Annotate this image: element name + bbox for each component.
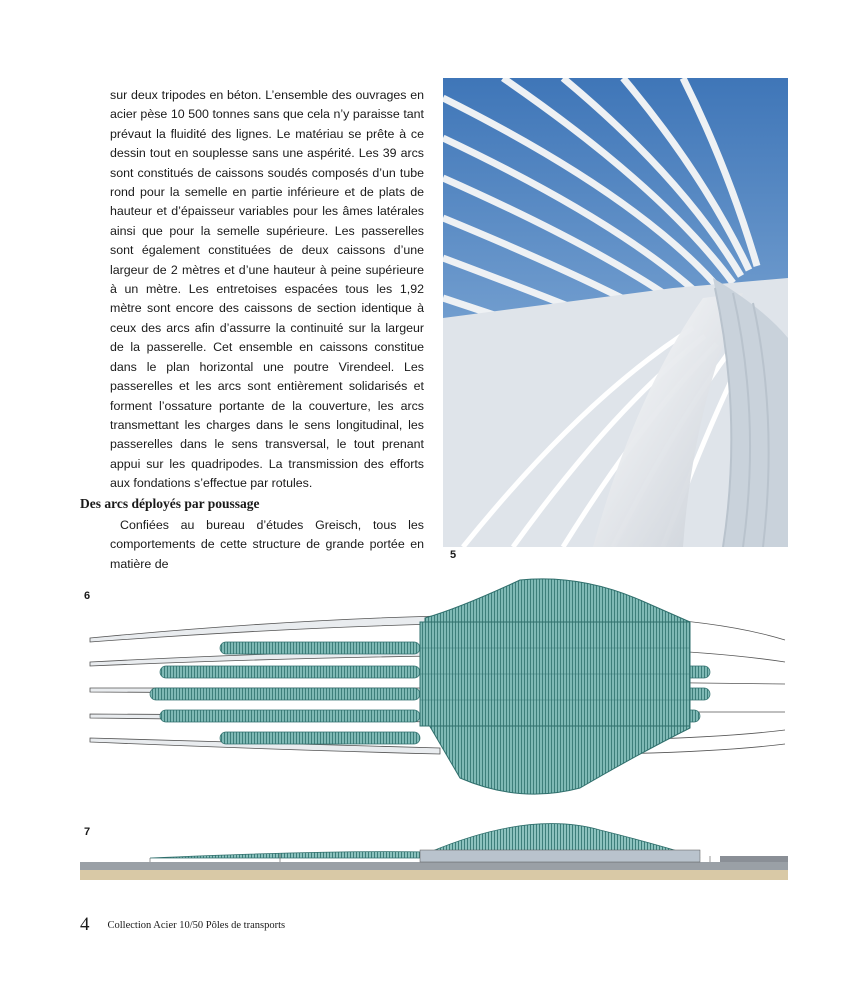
body-paragraph-2: Confiées au bureau d’études Greisch, tous les comportements de cette structure de grande portée en matière de <box>110 518 424 571</box>
station-elevation-illustration <box>80 820 788 880</box>
body-column-1 <box>110 86 424 494</box>
station-elevation-drawing <box>80 820 788 880</box>
station-interior-illustration <box>443 78 788 547</box>
body-paragraph-1: sur deux tripodes en béton. L’ensemble des ouvrages en acier pèse 10 500 tonnes sans que cela n’y paraisse tant prévaut la fluidité des lignes. Le matériau se prête à ce dessin tout en souplesse sans une aspérité. Les 39 arcs sont constitués de caissons soudés composés d’un tube rond pour la semelle en partie inférieure et de plats de hauteur et d’épaisseur variables pour les âmes latérales ainsi que pour la semelle supérieure. Les passerelles sont également constituées de deux caissons d’une largeur de 2 mètres et d’une hauteur à peine supérieure à un mètre. Les entretoises espacées tous les 1,92 mètre sont encore des caissons de section identique à ceux des arcs afin d’assurre la continuité sur la largeur de la passerelle. Cet ensemble en caissons constitue dans le plan horizontal une poutre Virendeel. Les passerelles et les arcs sont entièrement solidarisés et forment l’ossature portante de la couverture, les arcs transmettant les charges dans le sens longitudinal, les passerelles dans le sens transversal, le tout prenant appui sur les quadripodes. La transmission des efforts aux fondations s’effectue par rotules. <box>110 88 424 491</box>
page-number: 4 <box>80 914 90 935</box>
figure-number-7: 7 <box>84 826 91 838</box>
footer-title: Collection Acier 10/50 Pôles de transports <box>107 919 286 931</box>
section-heading: Des arcs déployés par poussage <box>80 496 260 511</box>
station-plan-drawing <box>80 578 788 804</box>
station-plan-illustration <box>80 578 788 804</box>
body-column-2 <box>110 516 424 574</box>
figure-number-6: 6 <box>84 590 91 602</box>
figure-number-5: 5 <box>450 549 457 561</box>
page-footer <box>80 914 285 936</box>
station-interior-photo <box>443 78 788 547</box>
